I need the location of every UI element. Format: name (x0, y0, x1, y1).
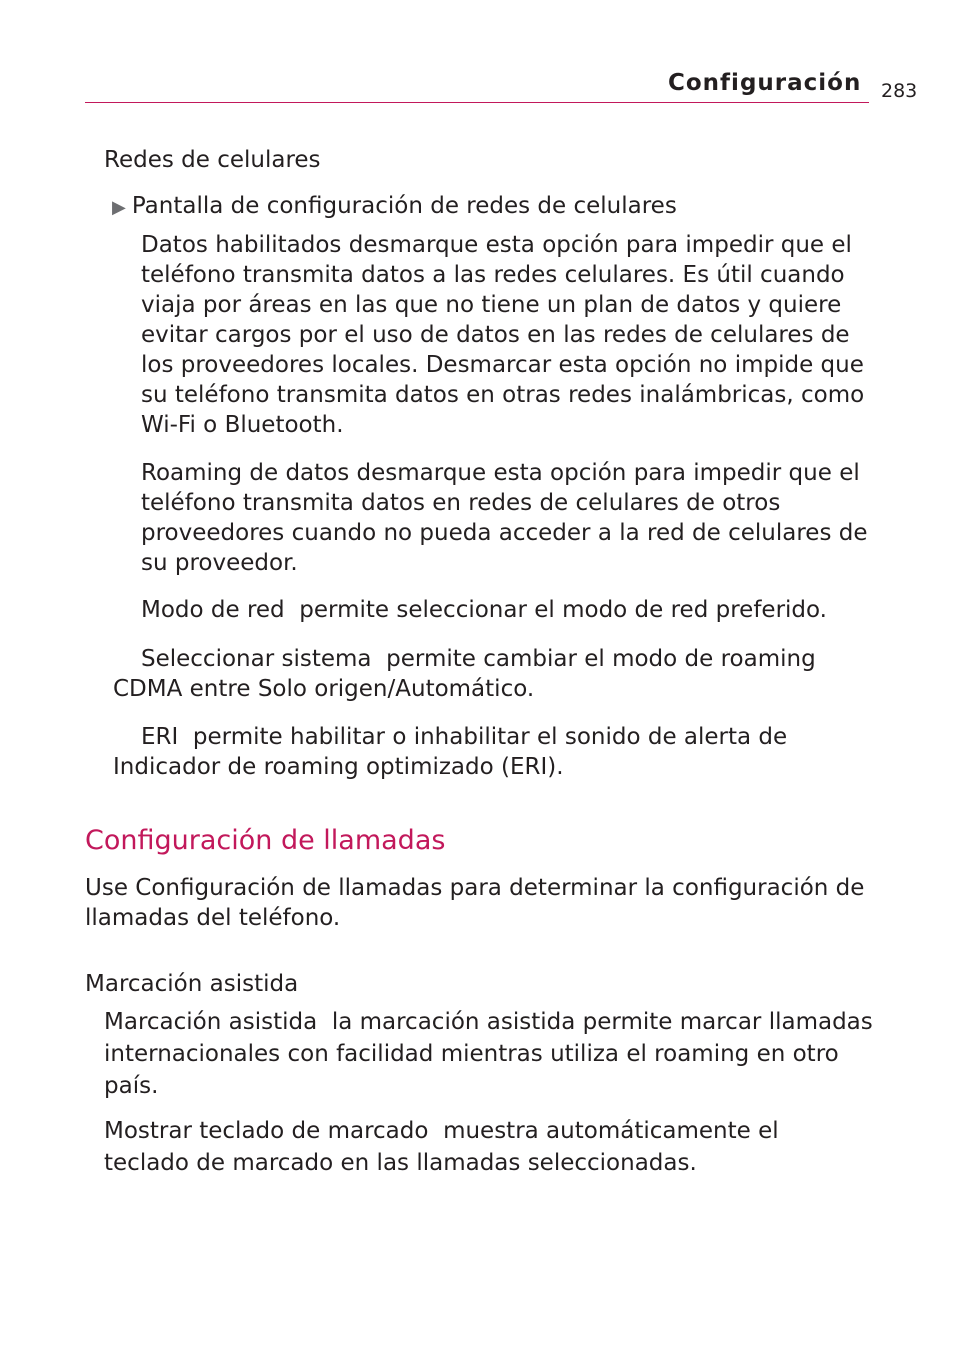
section-title-call-settings: Configuración de llamadas (85, 825, 446, 856)
option-term: Marcación asistida (104, 1009, 318, 1035)
option-desc-line: viaja por áreas en las que no tiene un plan de datos y quiere (141, 292, 842, 318)
option-desc-line: CDMA entre Solo origen/Automático. (113, 676, 535, 702)
subsection-heading-cell-networks: Redes de celulares (104, 147, 321, 173)
option-desc: permite habilitar o inhabilitar el sonido de alerta de (192, 724, 788, 750)
option-line (141, 230, 852, 260)
option-line (141, 722, 787, 752)
option-term: Roaming de datos (141, 460, 350, 486)
option-desc: permite seleccionar el modo de red preferido. (299, 597, 827, 623)
option-desc-line: teléfono transmita datos a las redes celulares. Es útil cuando (141, 262, 845, 288)
option-desc-line: Indicador de roaming optimizado (ERI). (113, 754, 564, 780)
menu-path (112, 191, 677, 223)
option-desc-line: Wi-Fi o Bluetooth. (141, 412, 344, 438)
option-line (141, 644, 816, 674)
triangle-right-icon: ▶ (112, 197, 126, 218)
option-desc-line: su proveedor. (141, 550, 298, 576)
option-desc: la marcación asistida permite marcar llamadas (331, 1009, 873, 1035)
option-desc: permite cambiar el modo de roaming (386, 646, 816, 672)
option-desc: desmarque esta opción para impedir que el (348, 232, 852, 258)
option-term: Seleccionar sistema (141, 646, 372, 672)
option-desc-line: internacionales con facilidad mientras utiliza el roaming en otro (104, 1041, 839, 1067)
option-desc-line: país. (104, 1073, 159, 1099)
option-desc: muestra automáticamente el (443, 1118, 779, 1144)
option-term: Mostrar teclado de marcado (104, 1118, 429, 1144)
page-number: 283 (881, 80, 918, 102)
section-intro-line: llamadas del teléfono. (85, 905, 341, 931)
option-line (141, 458, 860, 488)
option-desc-line: proveedores cuando no pueda acceder a la red de celulares de (141, 520, 868, 546)
option-desc-line: teléfono transmita datos en redes de celulares de otros (141, 490, 781, 516)
header-divider (85, 102, 869, 103)
option-line (104, 1007, 873, 1037)
option-term: ERI (141, 724, 179, 750)
option-desc-line: teclado de marcado en las llamadas seleccionadas. (104, 1150, 697, 1176)
option-line (104, 1116, 779, 1146)
option-modo-de-red (141, 595, 827, 625)
section-intro-line: Use Configuración de llamadas para determinar la configuración de (85, 875, 865, 901)
option-desc-line: su teléfono transmita datos en otras redes inalámbricas, como (141, 382, 865, 408)
option-term: Modo de red (141, 597, 285, 623)
menu-path-text: Pantalla de configuración de redes de celulares (131, 193, 677, 219)
option-desc-line: evitar cargos por el uso de datos en las redes de celulares de (141, 322, 850, 348)
option-term: Datos habilitados (141, 232, 342, 258)
option-desc-line: los proveedores locales. Desmarcar esta opción no impide que (141, 352, 864, 378)
running-header: Configuración (668, 70, 862, 96)
subsection-heading-assisted-dialing: Marcación asistida (85, 971, 299, 997)
option-desc: desmarque esta opción para impedir que el (356, 460, 860, 486)
